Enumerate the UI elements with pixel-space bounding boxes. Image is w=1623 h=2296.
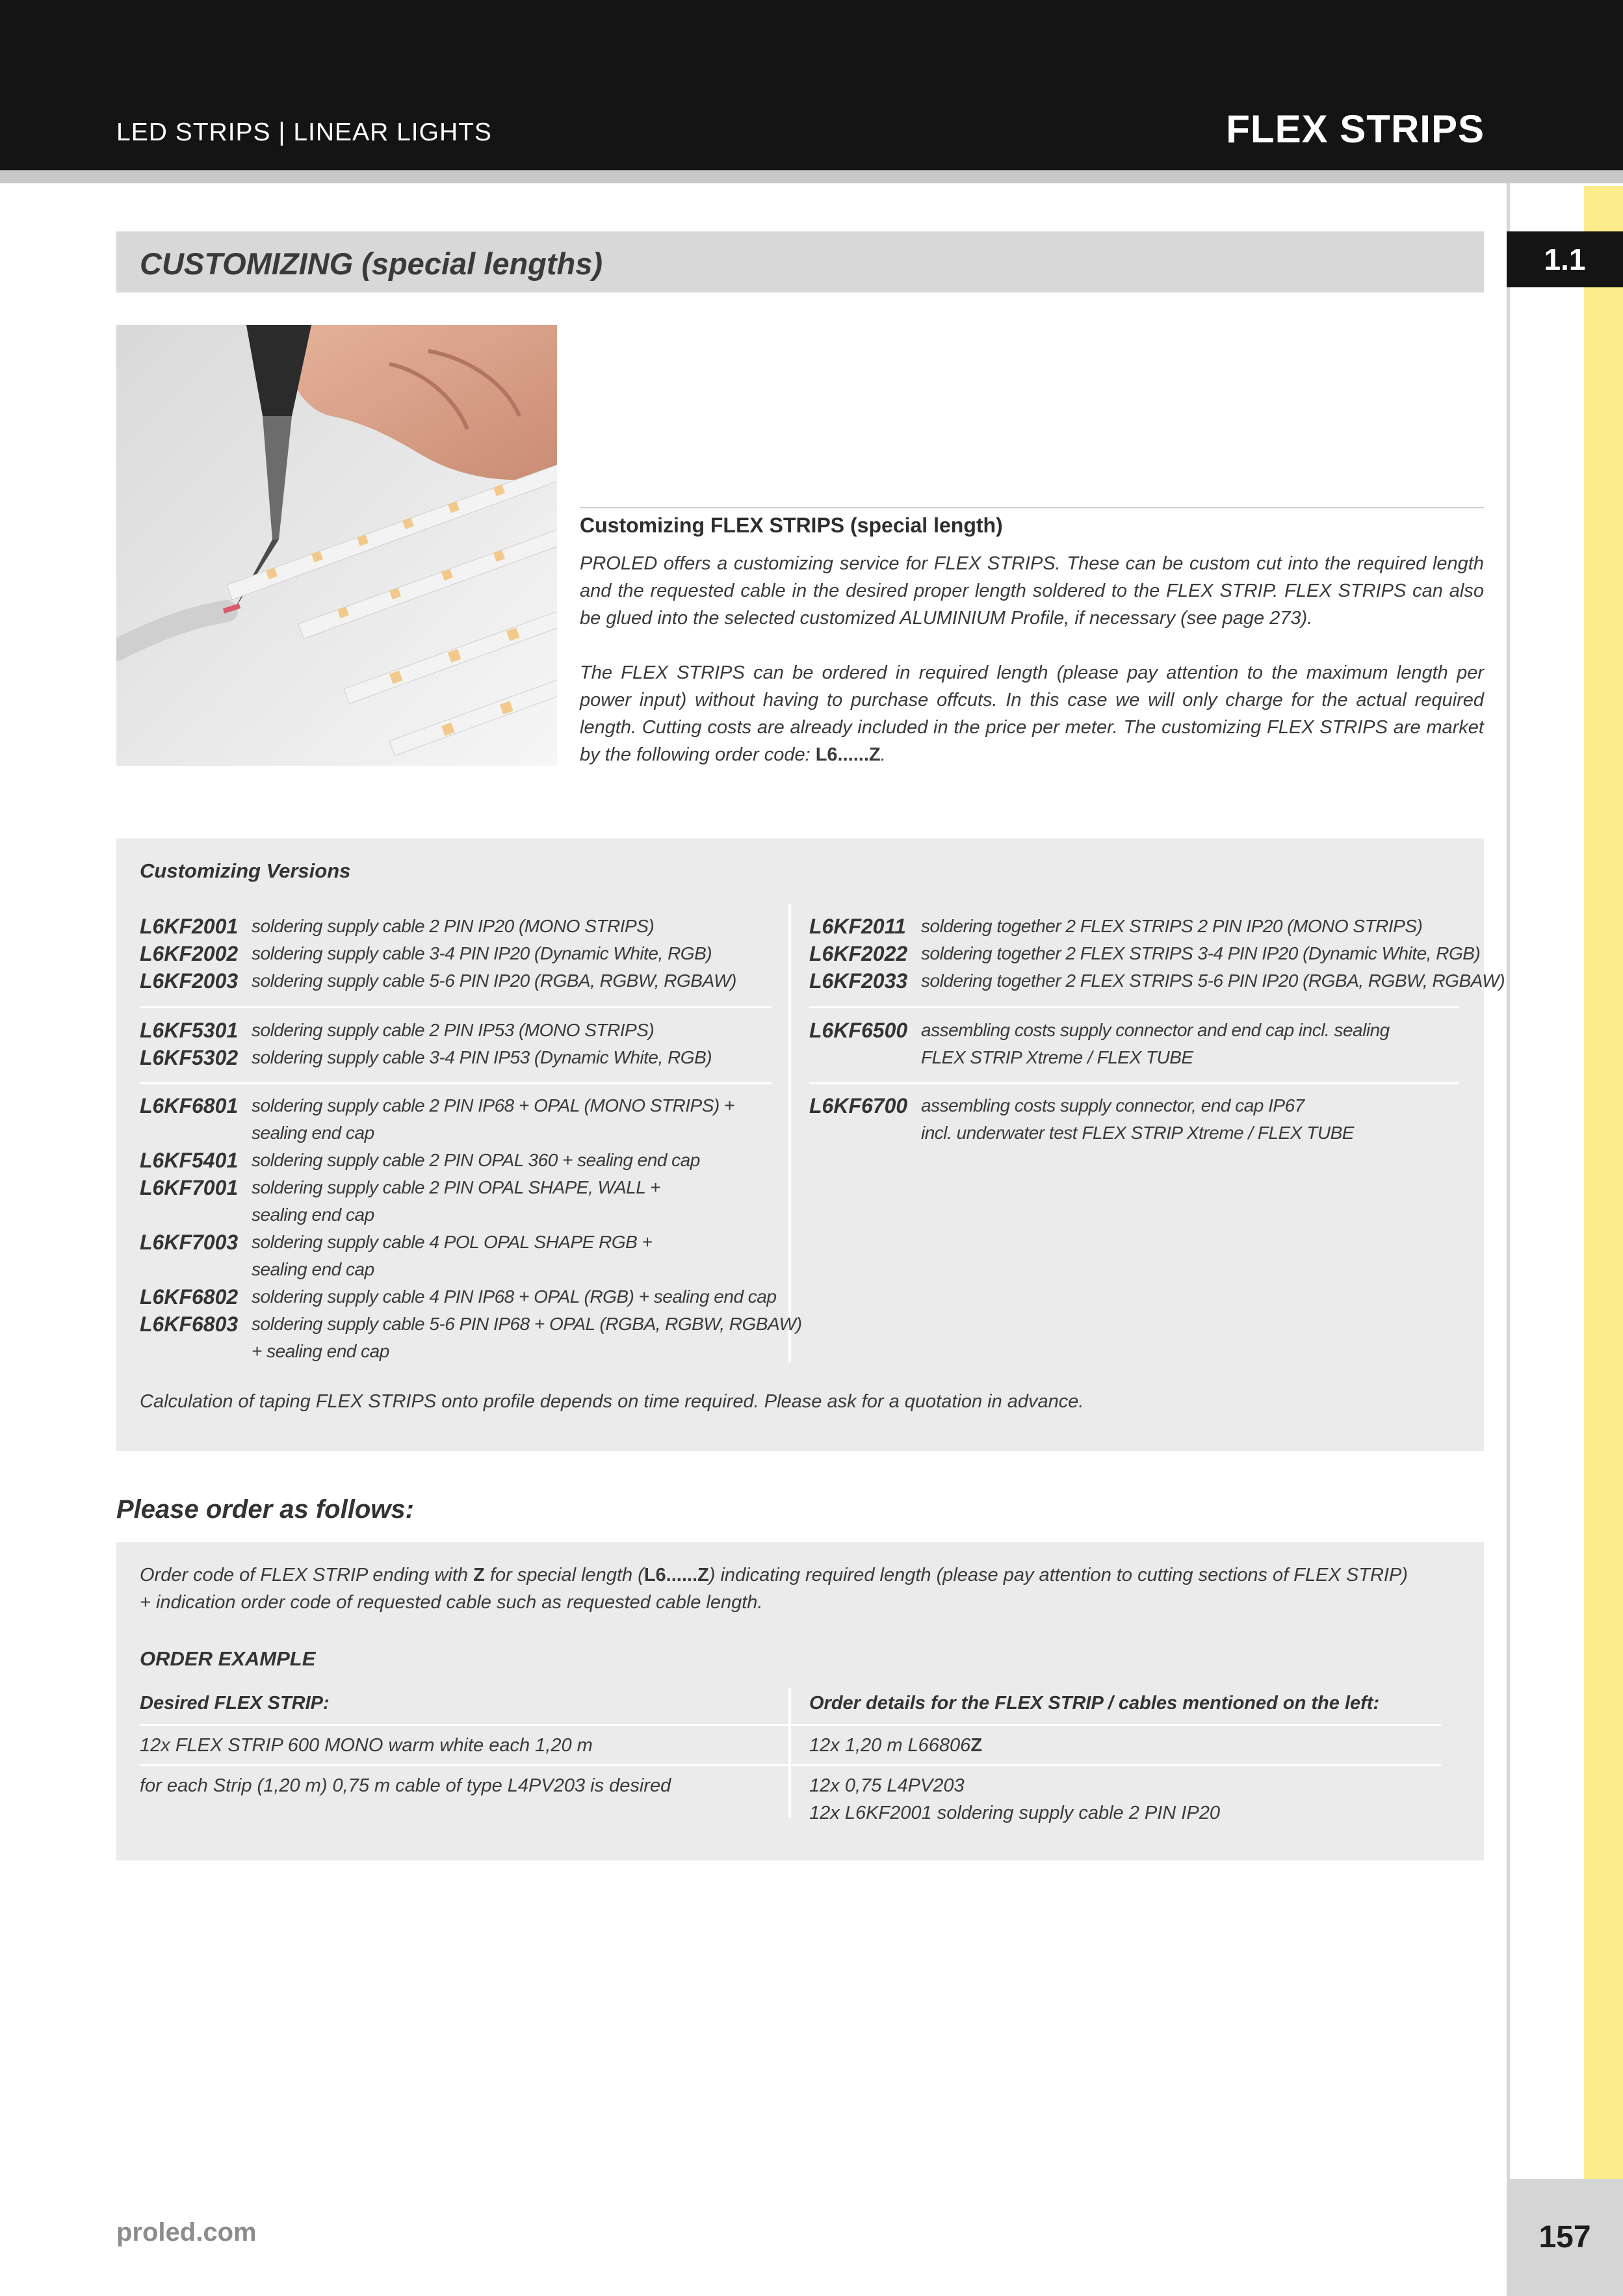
example-row1-right-code: 12x 1,20 m L66806 — [809, 1735, 971, 1756]
version-code: L6KF7003 — [140, 1231, 239, 1254]
version-code: L6KF2011 — [809, 915, 906, 938]
version-desc: soldering supply cable 4 PIN IP68 + OPAL (RGB) + sealing end cap — [252, 1286, 777, 1307]
version-desc: soldering together 2 FLEX STRIPS 2 PIN IP20 (MONO STRIPS) — [921, 916, 1423, 936]
versions-title: Customizing Versions — [140, 859, 351, 882]
example-left-header: Desired FLEX STRIP: — [140, 1693, 330, 1714]
version-desc-continued: incl. underwater test FLEX STRIP Xtreme / FLEX TUBE — [921, 1123, 1354, 1143]
soldering-illustration-icon — [116, 325, 557, 766]
version-code: L6KF5302 — [140, 1046, 239, 1069]
example-column-divider — [788, 1688, 791, 1818]
version-desc: soldering supply cable 4 POL OPAL SHAPE RGB + — [252, 1232, 653, 1252]
order-heading: Please order as follows: — [116, 1495, 414, 1524]
intro-paragraph-1: PROLED offers a customizing service for FLEX STRIPS. These can be custom cut into the required length and the requested cable in the desired proper length soldered to the FLEX STRIP. FLEX STRIPS can also be glued into the selected customized ALUMINIUM Profile, if necessary (see page 273). — [580, 553, 1484, 629]
version-code: L6KF2003 — [140, 969, 239, 993]
version-code: L6KF2022 — [809, 942, 908, 965]
intro-heading: Customizing FLEX STRIPS (special length) — [580, 514, 1003, 537]
version-desc: soldering supply cable 3-4 PIN IP53 (Dynamic White, RGB) — [252, 1047, 712, 1067]
version-desc: soldering supply cable 5-6 PIN IP68 + OPAL (RGBA, RGBW, RGBAW) — [252, 1314, 802, 1334]
version-code: L6KF2001 — [140, 915, 239, 938]
order-intro-part: for special length ( — [484, 1565, 644, 1585]
version-desc: soldering supply cable 2 PIN IP20 (MONO STRIPS) — [252, 916, 655, 936]
header-category: LED STRIPS | LINEAR LIGHTS — [116, 118, 492, 146]
page-header — [0, 0, 1623, 170]
version-desc-continued: sealing end cap — [252, 1123, 374, 1143]
version-code: L6KF6803 — [140, 1312, 239, 1336]
versions-row-separator — [140, 1082, 772, 1084]
section-header — [116, 231, 1484, 293]
example-row1-right-z: Z — [970, 1735, 983, 1756]
order-intro — [140, 1561, 1466, 1616]
example-row-separator — [791, 1724, 1441, 1726]
versions-row-separator — [809, 1006, 1459, 1008]
order-intro-code: L6......Z — [643, 1565, 709, 1585]
version-code: L6KF6802 — [140, 1285, 239, 1309]
intro-divider — [580, 507, 1484, 508]
section-title: CUSTOMIZING (special lengths) — [140, 246, 603, 281]
version-code: L6KF5401 — [140, 1149, 239, 1172]
side-divider — [1507, 183, 1510, 2179]
example-row1-right — [809, 1732, 982, 1759]
version-desc-continued: FLEX STRIP Xtreme / FLEX TUBE — [921, 1047, 1193, 1067]
version-desc: soldering supply cable 2 PIN IP68 + OPAL (MONO STRIPS) + — [252, 1095, 734, 1115]
header-divider — [0, 170, 1623, 183]
example-row2-right-1: 12x 0,75 L4PV203 — [809, 1775, 965, 1796]
example-row-separator — [791, 1764, 1441, 1766]
version-code: L6KF7001 — [140, 1176, 239, 1199]
version-code: L6KF5301 — [140, 1019, 239, 1042]
order-intro-line2: + indication order code of requested cable such as requested cable length. — [140, 1592, 763, 1613]
intro-paragraph-2-end: . — [880, 744, 886, 765]
header-title: FLEX STRIPS — [1226, 107, 1485, 151]
chapter-tab[interactable]: 1.1 — [1507, 231, 1623, 287]
example-row2-left: for each Strip (1,20 m) 0,75 m cable of type L4PV203 is desired — [140, 1775, 671, 1796]
version-code: L6KF2033 — [809, 969, 908, 993]
example-row-separator — [140, 1764, 788, 1766]
side-accent-bar — [1584, 186, 1623, 2179]
version-desc-continued: sealing end cap — [252, 1259, 374, 1279]
version-code: L6KF6500 — [809, 1019, 908, 1042]
intro-paragraph-2 — [580, 659, 1484, 768]
example-row2-right-2: 12x L6KF2001 soldering supply cable 2 PIN IP20 — [809, 1803, 1220, 1823]
versions-row-separator — [809, 1082, 1459, 1084]
example-row1-left: 12x FLEX STRIP 600 MONO warm white each 1,20 m — [140, 1735, 593, 1756]
version-code: L6KF6801 — [140, 1094, 239, 1117]
version-desc: assembling costs supply connector, end cap IP67 — [921, 1095, 1305, 1115]
intro-paragraph-2-text: The FLEX STRIPS can be ordered in required length (please pay attention to the maximum length per power input) without having to purchase offcuts. In this case we will only charge for the actual required length. Cutting costs are already included in the price per meter. The customizing FLEX STRIPS are market by the following order code: — [580, 662, 1484, 765]
example-right-header: Order details for the FLEX STRIP / cables mentioned on the left: — [809, 1693, 1380, 1714]
version-code: L6KF2002 — [140, 942, 239, 965]
version-desc: soldering supply cable 3-4 PIN IP20 (Dynamic White, RGB) — [252, 943, 712, 963]
order-example-title: ORDER EXAMPLE — [140, 1647, 316, 1670]
intro-order-code: L6......Z — [815, 744, 881, 765]
order-intro-part: ) indicating required length (please pay attention to cutting sections of FLEX STRIP) — [708, 1565, 1408, 1585]
version-desc-continued: sealing end cap — [252, 1205, 374, 1225]
versions-row-separator — [140, 1006, 772, 1008]
order-intro-z: Z — [473, 1565, 485, 1585]
version-desc: soldering together 2 FLEX STRIPS 5-6 PIN IP20 (RGBA, RGBW, RGBAW) — [921, 971, 1505, 991]
example-row-separator — [140, 1724, 788, 1726]
page-number: 157 — [1507, 2179, 1623, 2296]
version-desc: soldering supply cable 2 PIN IP53 (MONO STRIPS) — [252, 1020, 655, 1040]
versions-column-divider — [788, 904, 791, 1363]
soldering-photo — [116, 325, 557, 766]
version-desc: soldering together 2 FLEX STRIPS 3-4 PIN IP20 (Dynamic White, RGB) — [921, 943, 1481, 963]
version-desc: soldering supply cable 2 PIN OPAL 360 + sealing end cap — [252, 1150, 700, 1170]
version-code: L6KF6700 — [809, 1094, 908, 1117]
calculation-note: Calculation of taping FLEX STRIPS onto profile depends on time required. Please ask for a quotation in advance. — [140, 1391, 1084, 1412]
version-desc: assembling costs supply connector and end cap incl. sealing — [921, 1020, 1390, 1040]
version-desc-continued: + sealing end cap — [252, 1341, 389, 1361]
order-intro-part: Order code of FLEX STRIP ending with — [140, 1565, 474, 1585]
version-desc: soldering supply cable 2 PIN OPAL SHAPE, WALL + — [252, 1177, 660, 1197]
footer-url[interactable]: proled.com — [116, 2218, 257, 2247]
version-desc: soldering supply cable 5-6 PIN IP20 (RGBA, RGBW, RGBAW) — [252, 971, 736, 991]
